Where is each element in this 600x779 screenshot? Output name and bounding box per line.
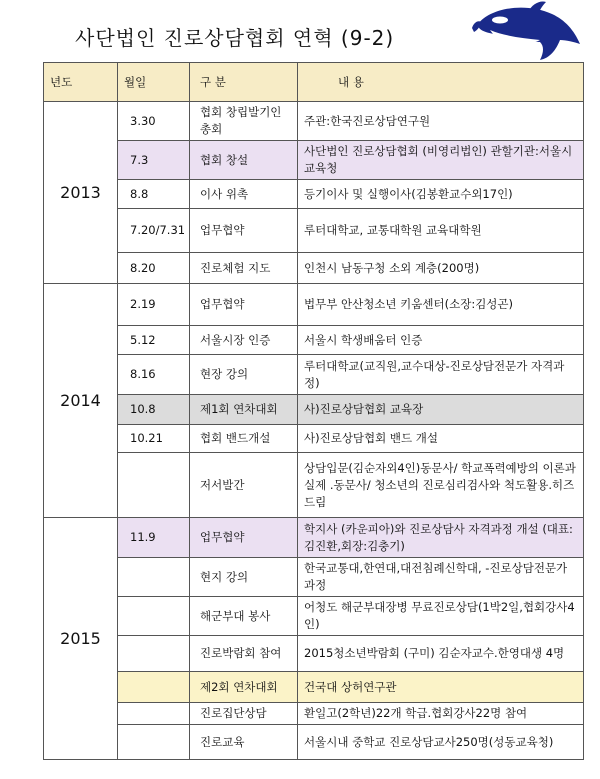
category-cell: 서울시장 인증	[190, 326, 298, 355]
date-cell: 8.20	[118, 253, 190, 284]
date-cell: 10.21	[118, 425, 190, 453]
category-cell: 업무협약	[190, 518, 298, 558]
category-cell: 현지 강의	[190, 558, 298, 597]
content-cell: 사)진로상담협회 밴드 개설	[298, 425, 584, 453]
content-cell: 한국교통대,한연대,대전침례신학대, -진로상담전문가 과정	[298, 558, 584, 597]
date-cell	[118, 636, 190, 672]
content-cell: 상담입문(김순자외4인)동문사/ 학교폭력예방의 이론과 실제 .동문사/ 청소년의 진로심리검사와 척도활용.히즈드림	[298, 453, 584, 518]
content-cell: 루터대학교, 교통대학원 교육대학원	[298, 209, 584, 253]
table-row	[44, 425, 584, 453]
table-row	[44, 102, 584, 141]
table-row	[44, 636, 584, 672]
category-cell: 해군부대 봉사	[190, 597, 298, 636]
page-title: 사단법인 진로상담협회 연혁 (9-2)	[75, 26, 395, 50]
date-cell: 7.20/7.31	[118, 209, 190, 253]
year-cell: 2014	[44, 284, 118, 518]
category-cell: 제1회 연차대회	[190, 395, 298, 425]
date-cell	[118, 453, 190, 518]
date-cell	[118, 558, 190, 597]
table-row	[44, 672, 584, 703]
col-header-year: 년도	[44, 63, 118, 102]
content-cell: 인천시 남동구청 소외 계층(200명)	[298, 253, 584, 284]
category-cell: 협회 창설	[190, 141, 298, 180]
table-row	[44, 209, 584, 253]
content-cell: 서울시 학생배움터 인증	[298, 326, 584, 355]
table-row	[44, 141, 584, 180]
category-cell: 진로체험 지도	[190, 253, 298, 284]
date-cell: 2.19	[118, 284, 190, 326]
content-cell: 학지사 (카운피아)와 진로상담사 자격과정 개설 (대표:김진환,회장:김충기)	[298, 518, 584, 558]
col-header-date: 월일	[118, 63, 190, 102]
content-cell: 법무부 안산청소년 키움센터(소장:김성곤)	[298, 284, 584, 326]
date-cell: 3.30	[118, 102, 190, 141]
table-row	[44, 395, 584, 425]
table-row	[44, 284, 584, 326]
content-cell: 주관:한국진로상담연구원	[298, 102, 584, 141]
year-cell: 2015	[44, 518, 118, 760]
table-row	[44, 558, 584, 597]
date-cell	[118, 597, 190, 636]
year-cell: 2013	[44, 102, 118, 284]
content-cell: 루터대학교(교직원,교수대상-진로상담전문가 자격과정)	[298, 355, 584, 395]
category-cell: 협회 창립발기인 총회	[190, 102, 298, 141]
content-cell: 어청도 해군부대장병 무료진로상담(1박2일,협회강사4인)	[298, 597, 584, 636]
date-cell: 8.8	[118, 180, 190, 209]
content-cell: 환일고(2학년)22개 학급.협회강사22명 참여	[298, 703, 584, 725]
content-cell: 사단법인 진로상담협회 (비영리법인) 관할기관:서울시교육청	[298, 141, 584, 180]
date-cell: 7.3	[118, 141, 190, 180]
table-row	[44, 725, 584, 760]
category-cell: 현장 강의	[190, 355, 298, 395]
table-row	[44, 326, 584, 355]
category-cell: 진로박람회 참여	[190, 636, 298, 672]
table-row	[44, 518, 584, 558]
table-row	[44, 355, 584, 395]
category-cell: 협회 밴드개설	[190, 425, 298, 453]
date-cell: 5.12	[118, 326, 190, 355]
date-cell	[118, 672, 190, 703]
category-cell: 진로집단상담	[190, 703, 298, 725]
date-cell: 8.16	[118, 355, 190, 395]
table-header-row	[44, 63, 584, 102]
table-row	[44, 453, 584, 518]
category-cell: 업무협약	[190, 209, 298, 253]
table-row	[44, 703, 584, 725]
col-header-content: 내 용	[298, 63, 584, 102]
category-cell: 제2회 연차대회	[190, 672, 298, 703]
content-cell: 건국대 상허연구관	[298, 672, 584, 703]
date-cell: 11.9	[118, 518, 190, 558]
content-cell: 서울시내 중학교 진로상담교사250명(성동교육청)	[298, 725, 584, 760]
category-cell: 저서발간	[190, 453, 298, 518]
content-cell: 사)진로상담협회 교육장	[298, 395, 584, 425]
orca-whale-icon	[470, 0, 585, 62]
date-cell	[118, 725, 190, 760]
content-cell: 2015청소년박람회 (구미) 김순자교수.한영대생 4명	[298, 636, 584, 672]
table-row	[44, 180, 584, 209]
table-row	[44, 597, 584, 636]
category-cell: 업무협약	[190, 284, 298, 326]
table-row	[44, 253, 584, 284]
category-cell: 이사 위촉	[190, 180, 298, 209]
history-table	[43, 62, 584, 760]
category-cell: 진로교육	[190, 725, 298, 760]
date-cell: 10.8	[118, 395, 190, 425]
col-header-category: 구 분	[190, 63, 298, 102]
date-cell	[118, 703, 190, 725]
content-cell: 등기이사 및 실행이사(김봉환교수외17인)	[298, 180, 584, 209]
